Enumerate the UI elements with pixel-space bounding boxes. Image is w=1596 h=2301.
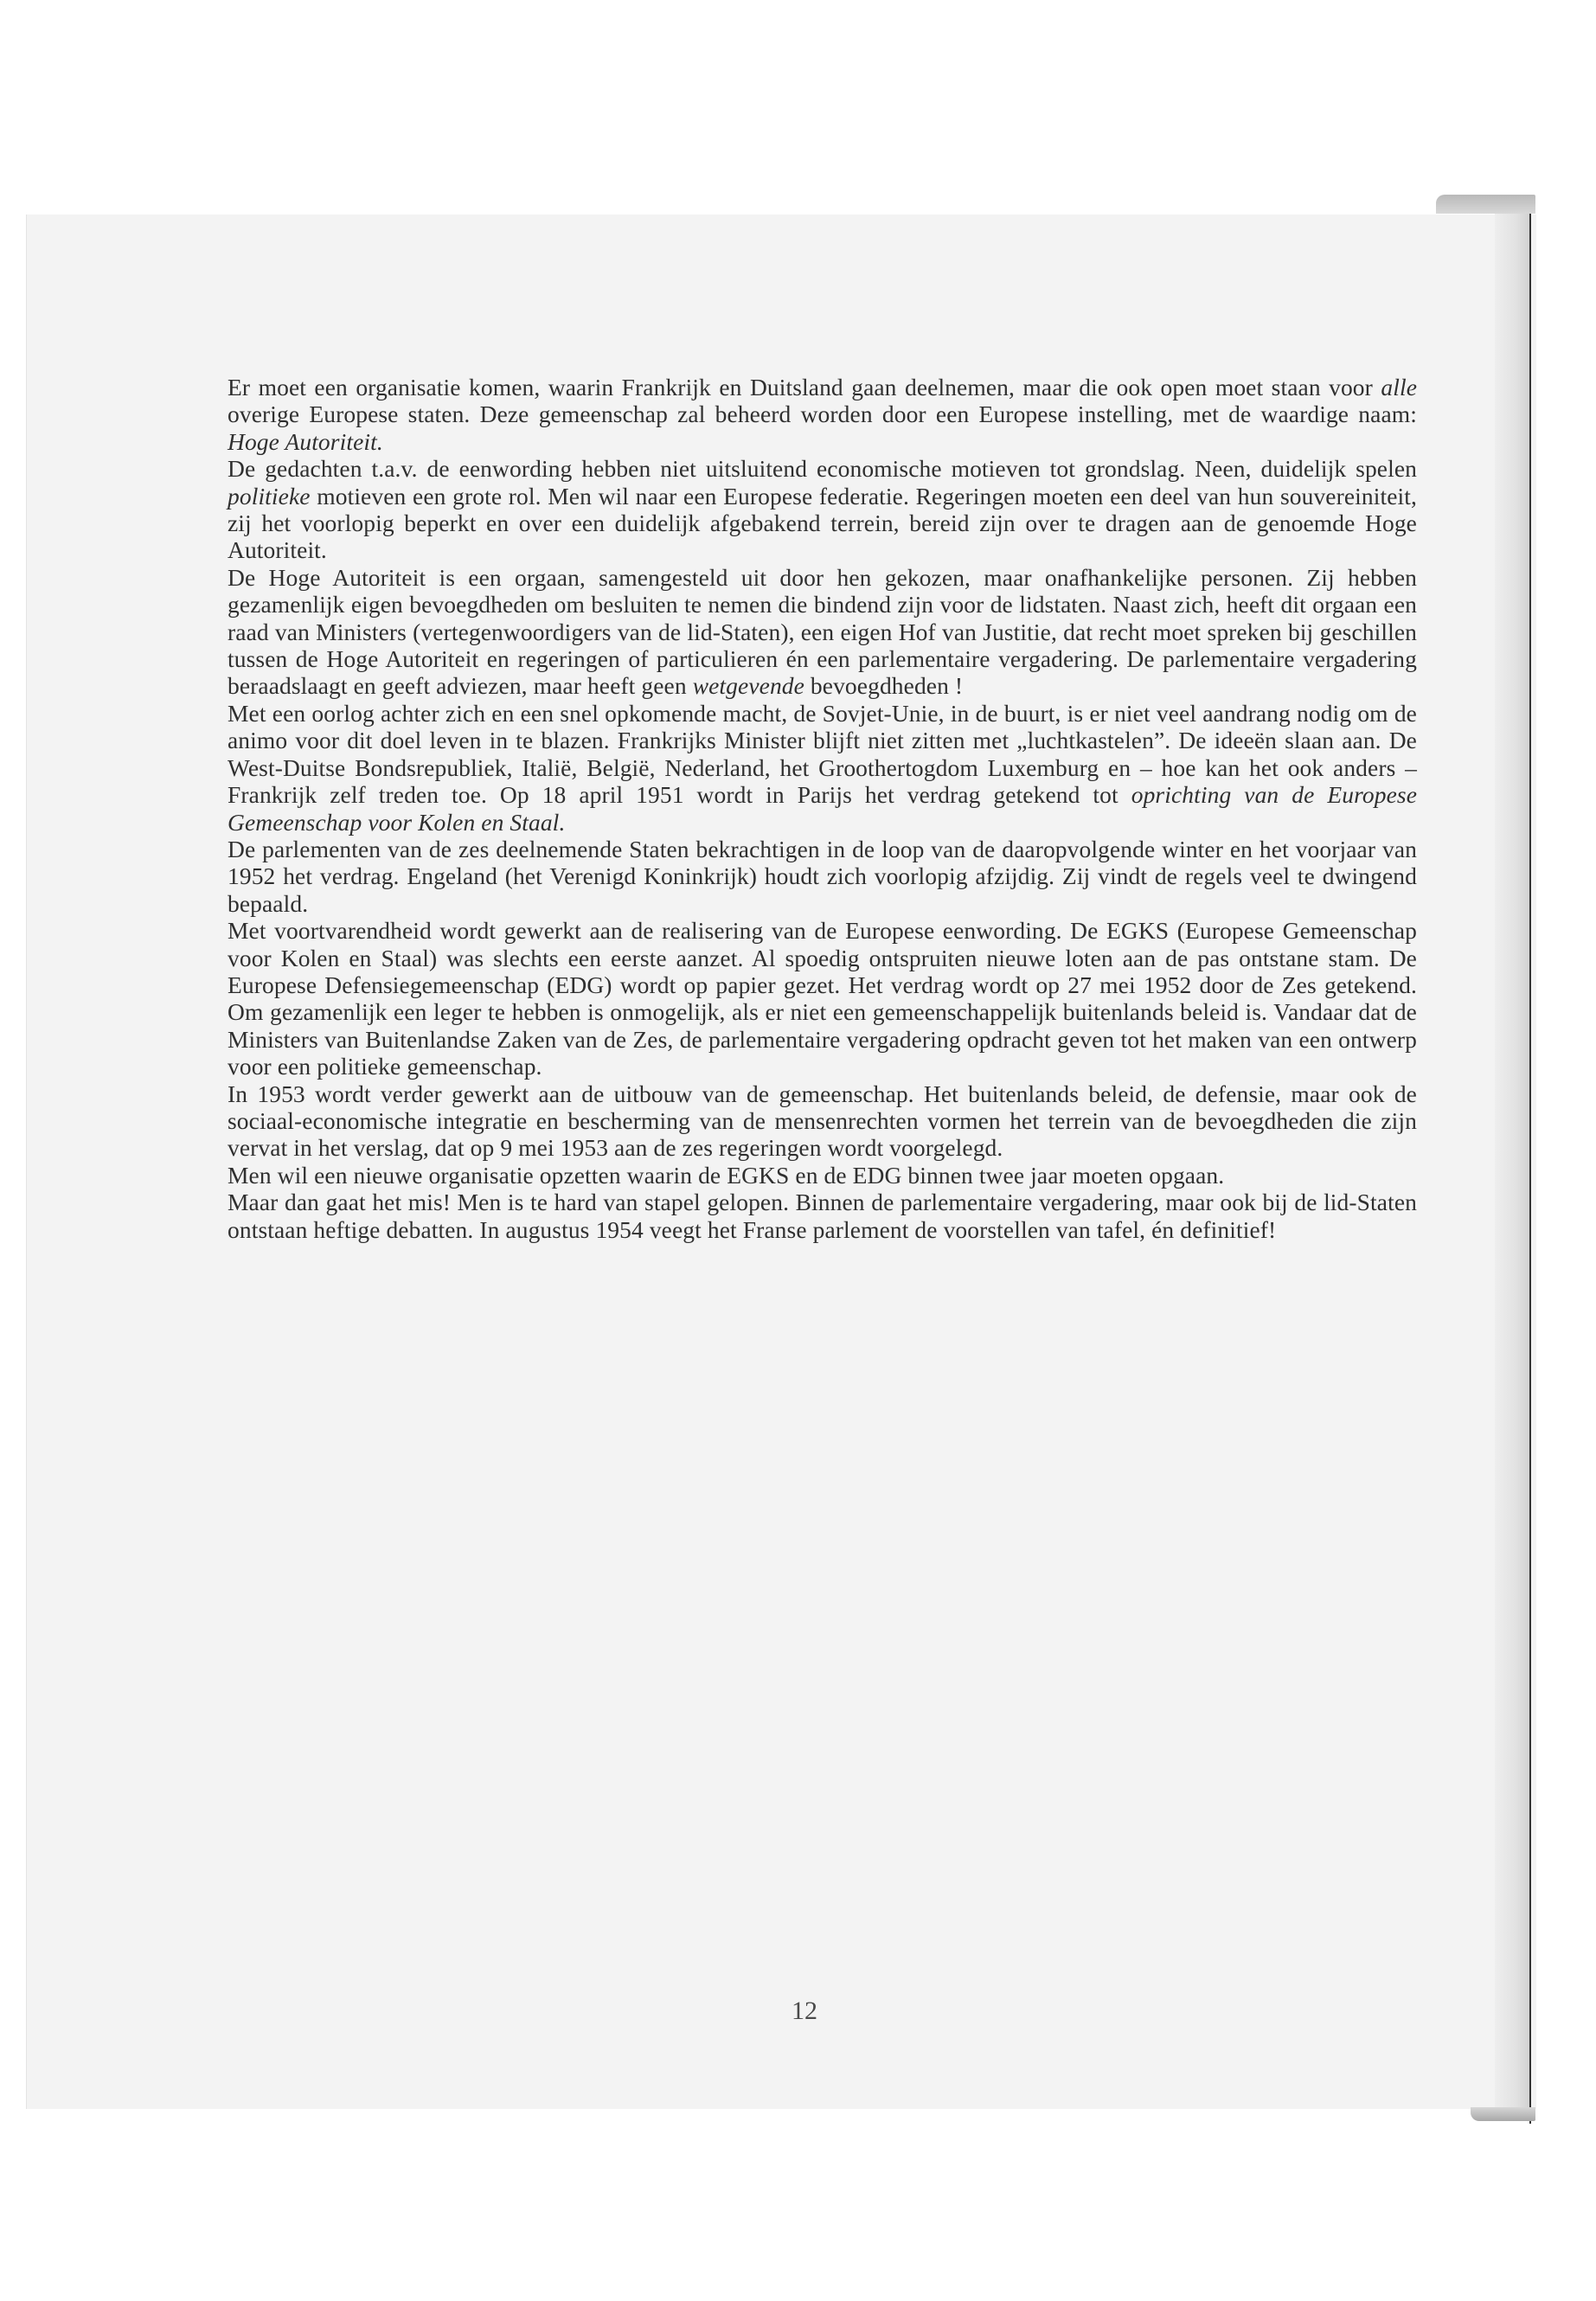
text-run: Men wil een nieuwe organisatie opzetten waarin de EGKS en de EDG binnen twee jaar moeten opgaan. [228,1161,1225,1189]
text-run: motieven een grote rol. Men wil naar een Europese federatie. Regeringen moeten een deel van hun souvereiniteit, zij het voorlopig beperkt en over een duidelijk afgebakend terrein, bereid zijn over te dragen aan de genoemde Hoge Autoriteit. [228,482,1417,564]
emphasis-hoge-autoriteit: Hoge Autoriteit [228,427,377,455]
emphasis-politieke: politieke [228,482,311,510]
text-run: bevoegdheden ! [804,672,964,700]
spine-bottom-cap [1471,2107,1535,2121]
paragraph-4 [228,700,1417,836]
text-run: De gedachten t.a.v. de eenwording hebben niet uitsluitend economische motieven tot grondslag. Neen, duidelijk spelen [228,455,1417,483]
book-spine [1529,203,1531,2124]
paragraph-9 [228,1189,1417,1243]
text-run: Met een oorlog achter zich en een snel opkomende macht, de Sovjet-Unie, in de buurt, is er niet veel aandrang nodig om de animo voor dit doel leven in te blazen. Frankrijks Minister blijft niet zitten met „luchtkastelen”. De ideeën slaan aan. De West-Duitse Bondsrepubliek, Italië, België, Nederland, het Groothertogdom Luxemburg en – hoe kan het ook anders – Frankrijk zelf treden toe. Op 18 april 1951 wordt in Parijs het verdrag getekend tot [228,699,1417,809]
text-run: . [559,808,566,836]
paragraph-8 [228,1162,1417,1189]
text-run: De parlementen van de zes deelnemende Staten bekrachtigen in de loop van de daaropvolgende winter en het voorjaar van 1952 het verdrag. Engeland (het Verenigd Koninkrijk) houdt zich voorlopig afzijdig. Zij vindt de regels veel te dwingend bepaald. [228,835,1417,917]
text-run: Er moet een organisatie komen, waarin Frankrijk en Duitsland gaan deelnemen, maar die ook open moet staan voor [228,374,1381,401]
text-run: De Hoge Autoriteit is een orgaan, samengesteld uit door hen gekozen, maar onafhankelijke personen. Zij hebben gezamenlijk eigen bevoegdheden om besluiten te nemen die bindend zijn voor de lidstaten. Naast zich, heeft dit orgaan een raad van Ministers (vertegenwoordigers van de lid-Staten), een eigen Hof van Justitie, dat recht moet spreken bij geschillen tussen de Hoge Autoriteit en regeringen of particulieren én een parlementaire vergadering. De parlementaire vergadering beraadslaagt en geeft adviezen, maar heeft geen [228,563,1417,700]
emphasis-wetgevende: wetgevende [692,672,804,700]
paragraph-6 [228,917,1417,1080]
spine-top-cap [1436,195,1535,214]
emphasis-alle: alle [1381,374,1417,401]
paragraph-7 [228,1080,1417,1162]
paragraph-2 [228,455,1417,564]
emphasis-egks-title: oprichting van de Europese Gemeenschap voor Kolen en Staal [228,781,1418,836]
page-number: 12 [792,1997,817,2025]
page-edge [1495,208,1529,2115]
paragraph-5 [228,836,1417,917]
paragraph-1 [228,374,1417,455]
body-text [228,374,1417,1243]
text-run: . [376,427,383,455]
text-run: Maar dan gaat het mis! Men is te hard van stapel gelopen. Binnen de parlementaire vergadering, maar ook bij de lid-Staten ontstaan heftige debatten. In augustus 1954 veegt het Franse parlement de voorstellen van tafel, én definitief! [228,1189,1417,1243]
text-run: Met voortvarendheid wordt gewerkt aan de realisering van de Europese eenwording. De EGKS (Europese Gemeenschap voor Kolen en Staal) was slechts een eerste aanzet. Al spoedig ontspruiten nieuwe loten aan de pas ontstane stam. De Europese Defensiegemeenschap (EDG) wordt op papier gezet. Het verdrag wordt op 27 mei 1952 door de Zes getekend. Om gezamenlijk een leger te hebben is onmogelijk, als er niet een gemeenschappelijk buitenlands beleid is. Vandaar dat de Ministers van Buitenlandse Zaken van de Zes, de parlementaire vergadering opdracht geven tot het maken van een ontwerp voor een politieke gemeenschap. [228,917,1417,1080]
paragraph-3 [228,564,1417,700]
text-run: overige Europese staten. Deze gemeenschap zal beheerd worden door een Europese instelling, met de waardige naam: [228,401,1417,428]
text-run: In 1953 wordt verder gewerkt aan de uitbouw van de gemeenschap. Het buitenlands beleid, de defensie, maar ook de sociaal-economische integratie en bescherming van de mensenrechten vormen het terrein van de bevoegdheden die zijn vervat in het verslag, dat op 9 mei 1953 aan de zes regeringen wordt voorgelegd. [228,1080,1417,1162]
